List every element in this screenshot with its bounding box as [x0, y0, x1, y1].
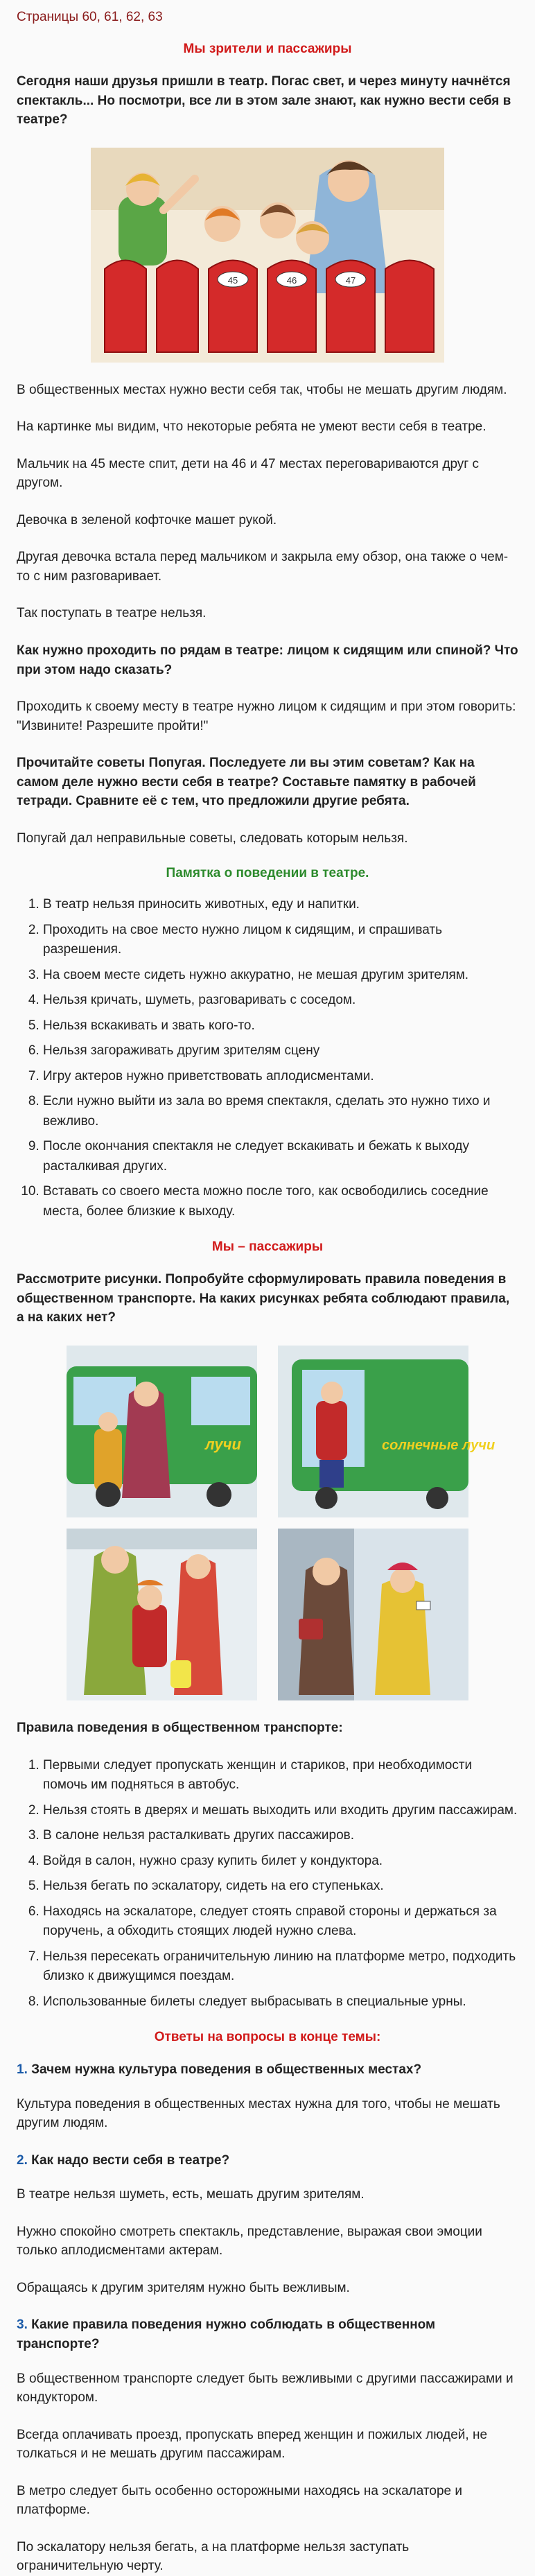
answers-a3-1: В общественном транспорте следует быть вежливыми с другими пассажирами и кондуктором.: [17, 2371, 514, 2405]
illustration-bus-door: [278, 1346, 495, 1517]
para-public-places: В общественных местах нужно вести себя так, чтобы не мешать другим людям.: [17, 382, 507, 397]
memo-title: Памятка о поведении в театре.: [166, 866, 369, 881]
seat-number-45: [218, 272, 248, 287]
rule-item: 2. Нельзя стоять в дверях и мешать выходить или входить другим пассажирам.: [43, 1801, 518, 1821]
memo-item: 7. Игру актеров нужно приветствовать аплодисментами.: [43, 1067, 518, 1087]
rule-item: 8. Использованные билеты следует выбрасывать в специальные урны.: [43, 1992, 518, 2012]
q3-text: Какие правила поведения нужно соблюдать в общественном транспорте?: [17, 2317, 436, 2351]
illustration-metro-ticket: [278, 1529, 468, 1700]
rule-item: 5. Нельзя бегать по эскалатору, сидеть на его ступеньках.: [43, 1877, 518, 1897]
answers-title: Ответы на вопросы в конце темы:: [154, 2030, 381, 2045]
bus-label-1: лучи: [205, 1436, 241, 1454]
section-title-passengers: Мы – пассажиры: [211, 1239, 324, 1255]
answers-a3-2: Всегда оплачивать проезд, пропускать вперед женщин и пожилых людей, не толкаться и не мешать другим пассажирам.: [17, 2427, 488, 2462]
answers-a3-4: По эскалатору нельзя бегать, а на платформе нельзя заступать ограничительную черту.: [17, 2539, 410, 2574]
seat-number-46: [277, 272, 307, 287]
answer-rows: Проходить к своему месту в театре нужно лицом к сидящим и при этом говорить: "Извините! Разрешите пройти!": [17, 699, 516, 733]
para-girl-waves: Девочка в зеленой кофточке машет рукой.: [17, 512, 277, 528]
section-title-spectators: Мы зрители и пассажиры: [183, 42, 352, 56]
memo-item: 6. Нельзя загораживать другим зрителям сцену: [43, 1041, 518, 1061]
memo-item: 9. После окончания спектакля не следует вскакивать и бежать к выходу расталкивая других.: [43, 1137, 518, 1176]
pages-header: Страницы 60, 61, 62, 63: [17, 10, 163, 24]
answers-a2-1: В театре нельзя шуметь, есть, мешать другим зрителям.: [17, 2187, 365, 2202]
para-boy-sleeps: Мальчик на 45 месте спит, дети на 46 и 47 местах переговариваются друг с другом.: [17, 456, 480, 491]
rule-item: 4. Войдя в салон, нужно сразу купить билет у кондуктора.: [43, 1852, 518, 1872]
rule-item: 3. В салоне нельзя расталкивать других пассажиров.: [43, 1826, 518, 1846]
rule-item: 6. Находясь на эскалаторе, следует стоять справой стороны и держаться за поручень, а обходить стоящих людей нужно слева.: [43, 1902, 518, 1942]
q1-number: 1.: [17, 2062, 28, 2078]
memo-item: 3. На своем месте сидеть нужно аккуратно, не мешая другим зрителям.: [43, 966, 518, 986]
theater-illustration: [91, 148, 444, 363]
q2-text: Как надо вести себя в театре?: [31, 2152, 230, 2168]
rule-item: 1. Первыми следует пропускать женщин и стариков, при необходимости помочь им подняться в автобус.: [43, 1756, 518, 1795]
para-not-allowed: Так поступать в театре нельзя.: [17, 606, 207, 621]
memo-list: [17, 895, 518, 1221]
memo-item: 8. Если нужно выйти из зала во время спектакля, сделать это нужно тихо и вежливо.: [43, 1092, 518, 1131]
q3-number: 3.: [17, 2317, 28, 2333]
answers-q3: [17, 2315, 518, 2353]
memo-item: 1. В театр нельзя приносить животных, еду и напитки.: [43, 895, 518, 915]
svg-text:46: 46: [286, 275, 297, 286]
answers-q2: [17, 2151, 518, 2170]
svg-text:45: 45: [227, 275, 238, 286]
transport-illustrations: [67, 1346, 495, 1700]
intro-question: Сегодня наши друзья пришли в театр. Погас свет, и через минуту начнётся спектакль... Но посмотри, все ли в этом зале знают, как нужно вести себя в театре?: [17, 74, 511, 128]
para-girl-blocks: Другая девочка встала перед мальчиком и закрыла ему обзор, она также о чем-то с ним разговаривает.: [17, 550, 509, 584]
question-rows: Как нужно проходить по рядам в театре: лицом к сидящим или спиной? Что при этом надо сказать?: [17, 643, 518, 677]
seat-number-47: [335, 272, 366, 287]
memo-item: 4. Нельзя кричать, шуметь, разговаривать с соседом.: [43, 991, 518, 1011]
answers-a3-3: В метро следует быть особенно осторожными находясь на эскалаторе и платформе.: [17, 2483, 462, 2518]
answers-q1: [17, 2060, 518, 2080]
question-parrot: Прочитайте советы Попугая. Последуете ли вы этим советам? Как на самом деле нужно вести себя в театре? Составьте памятку в рабочей тетради. Сравните её с тем, что предложили другие ребята.: [17, 756, 476, 809]
answers-a1: Культура поведения в общественных местах нужна для того, чтобы не мешать другим людям.: [17, 2096, 500, 2131]
rules-title: Правила поведения в общественном транспорте:: [17, 1721, 343, 1736]
illustration-grandmother: [67, 1529, 257, 1700]
answer-parrot: Попугай дал неправильные советы, следовать которым нельзя.: [17, 830, 408, 846]
q1-text: Зачем нужна культура поведения в общественных местах?: [31, 2062, 422, 2078]
memo-item: 5. Нельзя вскакивать и звать кого-то.: [43, 1016, 518, 1036]
illustration-boarding-bus: [67, 1346, 257, 1517]
rule-item: 7. Нельзя пересекать ограничительную линию на платформе метро, подходить близко к движущимся поездам.: [43, 1947, 518, 1987]
memo-item: 10. Вставать со своего места можно после того, как освободились соседние места, более близкие к выходу.: [43, 1182, 518, 1221]
transport-rules-list: [17, 1756, 518, 2012]
para-picture: На картинке мы видим, что некоторые ребята не умеют вести себя в театре.: [17, 419, 486, 435]
passengers-intro: Рассмотрите рисунки. Попробуйте сформулировать правила поведения в общественном транспорте. На каких рисунках ребята соблюдают правила, а на каких нет?: [17, 1272, 510, 1325]
answers-a2-3: Обращаясь к другим зрителям нужно быть вежливым.: [17, 2280, 350, 2295]
memo-item: 2. Проходить на свое место нужно лицом к сидящим, и спрашивать разрешения.: [43, 921, 518, 960]
svg-text:47: 47: [345, 275, 356, 286]
q2-number: 2.: [17, 2152, 28, 2168]
answers-a2-2: Нужно спокойно смотреть спектакль, представление, выражая свои эмоции только аплодисментами актерам.: [17, 2224, 482, 2259]
bus-label-2: солнечные лучи: [382, 1438, 495, 1454]
